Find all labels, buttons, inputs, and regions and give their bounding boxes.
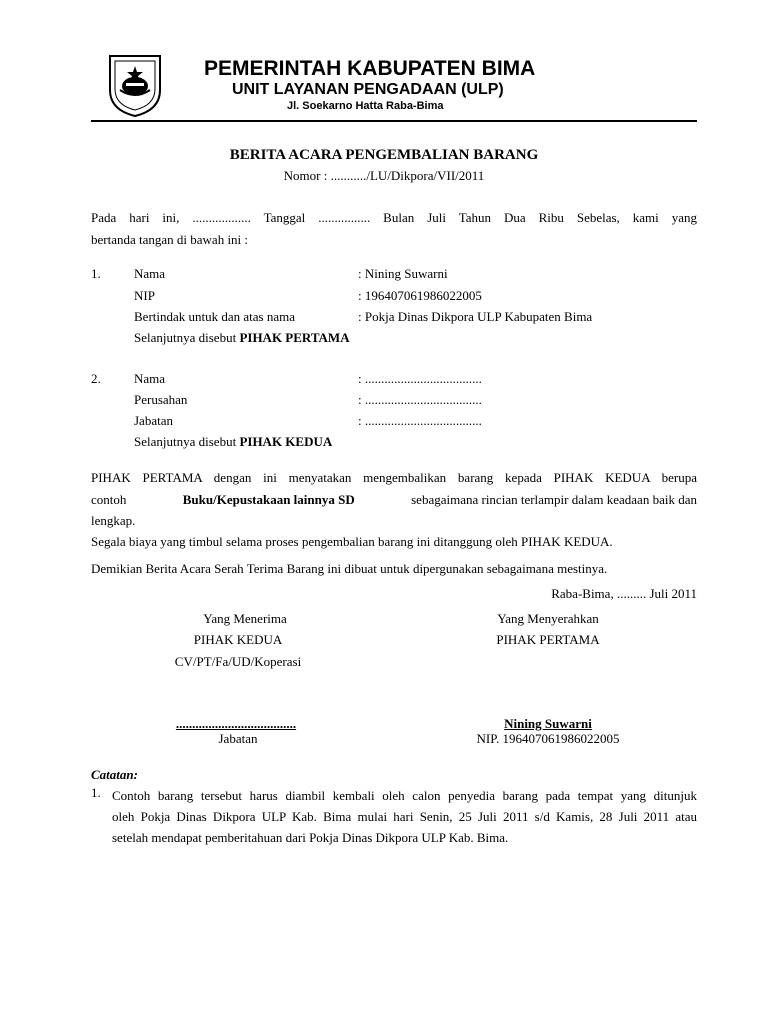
body-p1-item: Buku/Kepustakaan lainnya SD [182, 492, 355, 507]
party2-name-label: Nama [134, 371, 166, 386]
party1-number: 1. [91, 266, 101, 281]
sig-left-line-2: PIHAK KEDUA [193, 632, 283, 647]
party2-designation [134, 434, 332, 450]
notes-heading: Catatan: [91, 767, 138, 782]
body-p2: Segala biaya yang timbul selama proses pengembalian barang ini ditanggung oleh PIHAK KEDUA. [91, 534, 613, 549]
party1-on-behalf-label: Bertindak untuk dan atas nama [134, 309, 296, 324]
intro-line-2: bertanda tangan di bawah ini : [91, 232, 249, 247]
sig-right-line-2: PIHAK PERTAMA [496, 632, 600, 647]
party1-nip-label: NIP [134, 288, 155, 303]
bima-regency-emblem [104, 52, 166, 118]
party1-name-label: Nama [134, 266, 166, 281]
party1-name-value: : Nining Suwarni [358, 266, 448, 281]
notes-line-3: setelah mendapat pemberitahuan dari Pokja Dinas Dikpora ULP Kab. Bima. [112, 830, 509, 845]
sig-left-line-1: Yang Menerima [203, 611, 287, 626]
party1-designation [134, 330, 350, 346]
body-p3: Demikian Berita Acara Serah Terima Barang ini dibuat untuk dipergunakan sebagaimana mestinya. [91, 561, 608, 576]
body-p1-line-3: lengkap. [91, 513, 136, 528]
party2-role: PIHAK KEDUA [239, 434, 333, 449]
sig-left-name: ..................................... [175, 716, 297, 731]
header-divider [91, 120, 697, 122]
body-p1-line-1: PIHAK PERTAMA dengan ini menyatakan mengembalikan barang kepada PIHAK KEDUA berupa [91, 470, 697, 485]
header-unit-name: UNIT LAYANAN PENGADAAN (ULP) [232, 81, 504, 98]
body-p1-line-2 [91, 489, 697, 511]
document-number: Nomor : .........../LU/Dikpora/VII/2011 [283, 168, 485, 183]
party2-company-label: Perusahan [134, 392, 188, 407]
party1-designation-prefix: Selanjutnya disebut [134, 330, 237, 345]
header-address: Jl. Soekarno Hatta Raba-Bima [287, 100, 444, 112]
party2-designation-prefix: Selanjutnya disebut [134, 434, 237, 449]
sig-left-sub: Jabatan [218, 731, 258, 746]
header-government-name: PEMERINTAH KABUPATEN BIMA [204, 57, 536, 80]
notes-line-1: Contoh barang tersebut harus diambil kembali oleh calon penyedia barang pada tempat yang ditunjuk [112, 788, 697, 803]
intro-line-1: Pada hari ini, .................. Tanggal ................ Bulan Juli Tahun Dua Ribu Sebelas, kami yang [91, 210, 697, 225]
party2-name-value: : .................................... [358, 371, 482, 386]
sig-left-line-3: CV/PT/Fa/UD/Koperasi [174, 654, 302, 669]
place-date: Raba-Bima, ......... Juli 2011 [551, 586, 697, 601]
notes-item-number: 1. [91, 785, 101, 800]
sig-right-name: Nining Suwarni [504, 716, 592, 731]
party1-role: PIHAK PERTAMA [239, 330, 350, 345]
body-p1-line-2-post: sebagaimana rincian terlampir dalam keadaan baik dan [411, 492, 697, 507]
sig-right-line-1: Yang Menyerahkan [497, 611, 599, 626]
body-p1-line-2-pre: contoh [91, 492, 127, 507]
notes-line-2: oleh Pokja Dinas Dikpora ULP Kab. Bima mulai hari Senin, 25 Juli 2011 s/d Kamis, 28 Juli 2011 atau [112, 809, 697, 824]
party2-position-value: : .................................... [358, 413, 482, 428]
sig-right-sub: NIP. 196407061986022005 [476, 731, 620, 746]
party1-on-behalf-value: : Pokja Dinas Dikpora ULP Kabupaten Bima [358, 309, 593, 324]
party2-number: 2. [91, 371, 101, 386]
document-title: BERITA ACARA PENGEMBALIAN BARANG [229, 147, 539, 163]
party2-company-value: : .................................... [358, 392, 482, 407]
party2-position-label: Jabatan [134, 413, 173, 428]
party1-nip-value: : 196407061986022005 [358, 288, 482, 303]
